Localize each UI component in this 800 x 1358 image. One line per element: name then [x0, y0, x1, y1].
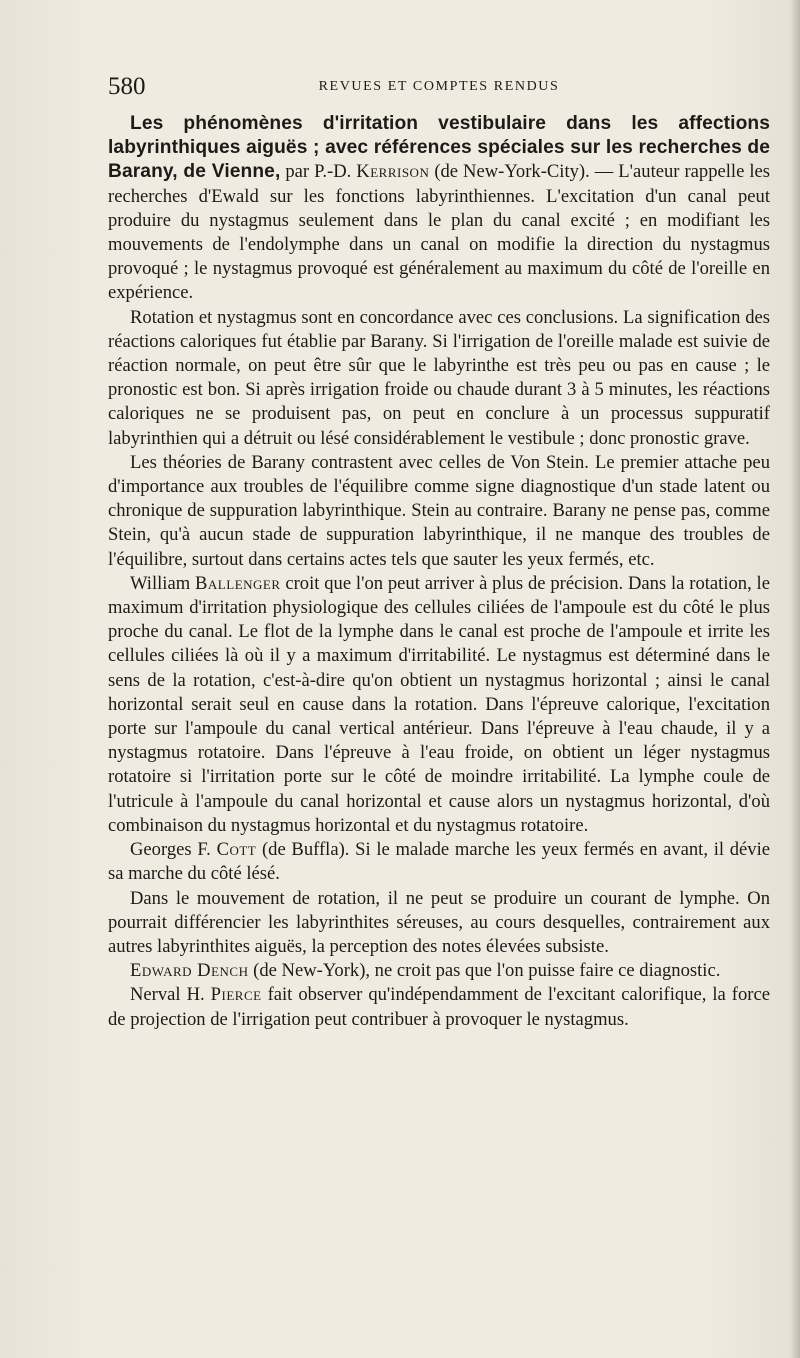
paragraph-1-text: (de New-York-City). — L'auteur rappelle les recherches d'Ewald sur les fonctions labyrinthiennes. L'excitation d'un canal peut produire du nystagmus seulement dans le plan du canal excité ; en modifiant les mouvements de l'endolymphe dans un canal on modifie la direction du nystagmus provoqué ; le nystagmus provoqué est généralement au maximum du côté de l'oreille en expérience.: [108, 161, 770, 304]
p4-text: croit que l'on peut arriver à plus de précision. Dans la rotation, le maximum d'irritation physiologique des cellules ciliées de l'ampoule est du côté le plus proche du canal. Le flot de la lymphe dans le canal est proche de l'ampoule et irrite les cellules ciliées là où il y a maximum d'irritabilité. Le nystagmus est déterminé dans le sens de la rotation, c'est-à-dire qu'on obtient un nystagmus horizontal ; ainsi le canal horizontal serait seul en cause dans la rotation. Dans l'épreuve calorique, l'excitation porte sur l'ampoule du canal vertical antérieur. Dans l'épreuve à l'eau chaude, il y a nystagmus rotatoire. Dans l'épreuve à l'eau froide, on obtient un léger nystagmus rotatoire si l'irritation porte sur le côté de moindre irritabilité. La lymphe coule de l'utricule à l'ampoule du canal horizontal et cause alors un nystagmus horizontal, d'où combinaison du nystagmus horizontal et du nystagmus rotatoire.: [108, 572, 770, 836]
author-name: Kerrison: [356, 161, 430, 183]
p4-author: Ballenger: [195, 572, 281, 594]
p8-author: Pierce: [210, 984, 262, 1006]
page-number: 580: [108, 73, 146, 100]
paragraph-2: Rotation et nystagmus sont en concordance avec ces conclusions. La signification des réactions caloriques fut établie par Barany. Si l'irrigation de l'oreille malade est suivie de réaction normale, on peut être sûr que le labyrinthe est très peu ou pas en cause ; le pronostic est bon. Si après irrigation froide ou chaude durant 3 à 5 minutes, les réactions caloriques ne se produisent pas, on peut en conclure à un processus suppuratif labyrinthien qui a détruit ou lésé considérablement le vestibule ; donc pronostic grave.: [108, 306, 770, 449]
paragraph-5: [108, 838, 770, 886]
article-body: [108, 112, 770, 1032]
paragraph-6: Dans le mouvement de rotation, il ne peut se produire un courant de lymphe. On pourrait différencier les labyrinthites séreuses, au cours desquelles, contrairement aux autres labyrinthites aiguës, la perception des notes élevées subsiste.: [108, 887, 770, 957]
running-title: REVUES ET COMPTES RENDUS: [318, 79, 560, 94]
p5-prefix: Georges F.: [130, 839, 211, 861]
paragraph-3: Les théories de Barany contrastent avec celles de Von Stein. Le premier attache peu d'importance aux troubles de l'équilibre comme signe diagnostique d'un stade latent ou chronique de suppuration labyrinthique. Stein au contraire. Barany ne pense pas, comme Stein, qu'à aucun stade de suppuration labyrinthique, il ne manque des troubles de l'équilibre, surtout dans certains actes tels que sauter les yeux fermés, etc.: [108, 451, 770, 570]
paragraph-8: [108, 983, 770, 1031]
paragraph-4: [108, 572, 770, 838]
p7-author: Edward Dench: [130, 960, 249, 982]
p5-author: Cott: [216, 839, 257, 861]
page-edge-shadow: [790, 0, 800, 1358]
page-header: [108, 72, 770, 102]
author-prefix: par P.-D.: [285, 161, 352, 183]
paragraph-1: [108, 112, 770, 306]
article-title: Les phénomènes d'irritation vestibulaire dans les affections labyrinthiques aiguës ; avec références spéciales sur les recherches de Barany, de Vienne,: [108, 113, 770, 183]
p8-text: fait observer qu'indépendamment de l'excitant calorifique, la force de projection de l'irrigation peut contribuer à provoquer le nystagmus.: [108, 984, 770, 1030]
paragraph-7: [108, 959, 770, 983]
p4-prefix: William: [130, 572, 191, 594]
p7-text: (de New-York), ne croit pas que l'on puisse faire ce diagnostic.: [253, 960, 721, 982]
p5-text: (de Buffla). Si le malade marche les yeux fermés en avant, il dévie sa marche du côté lésé.: [108, 839, 771, 885]
p8-prefix: Nerval H.: [130, 984, 205, 1006]
